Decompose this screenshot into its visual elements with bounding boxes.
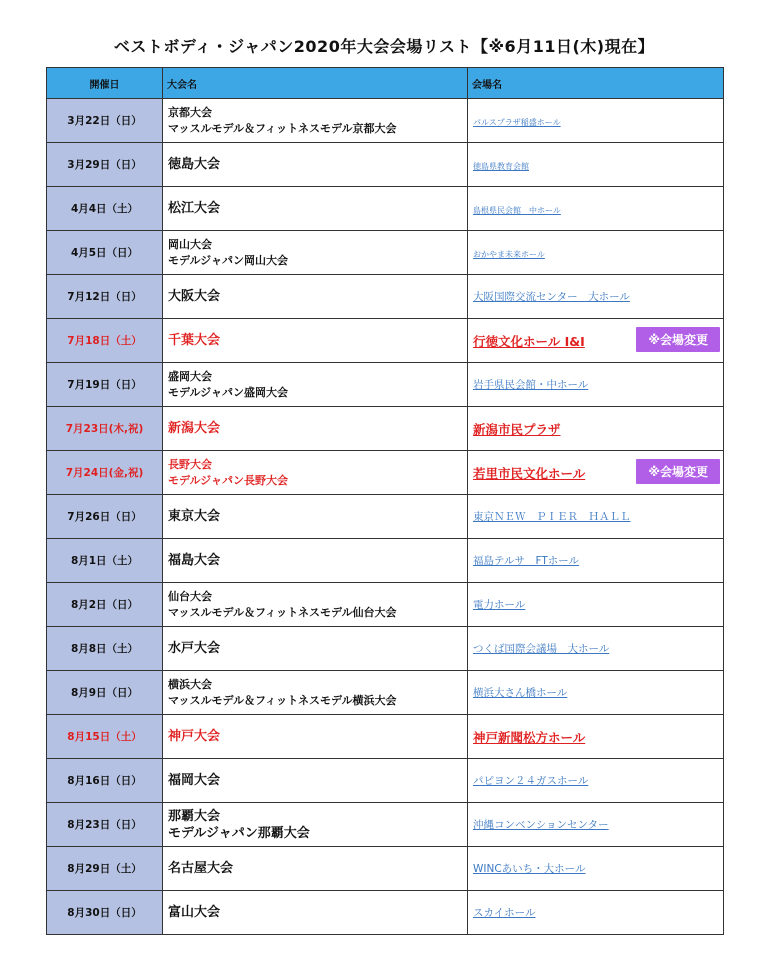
- venue-link[interactable]: 行徳文化ホール I&I: [473, 333, 585, 349]
- venue-cell: [468, 495, 724, 539]
- event-name: [163, 143, 468, 187]
- venue-cell: [468, 451, 724, 495]
- event-name-line: 京都大会: [168, 105, 212, 119]
- event-name-line: 福島大会: [168, 553, 221, 568]
- venue-link[interactable]: つくば国際会議場 大ホール: [473, 643, 610, 655]
- venue-cell: [468, 627, 724, 671]
- event-name: [163, 275, 468, 319]
- event-date: 3月29日（日）: [47, 143, 163, 187]
- event-name-line: 富山大会: [168, 905, 221, 920]
- table-row: [47, 627, 724, 671]
- table-row: [47, 539, 724, 583]
- event-date: 7月24日(金,祝): [47, 451, 163, 495]
- event-date: 7月12日（日）: [47, 275, 163, 319]
- event-name-line: マッスルモデル＆フィットネスモデル京都大会: [168, 121, 397, 135]
- event-name: [163, 187, 468, 231]
- event-name: [163, 671, 468, 715]
- event-name-line: 松江大会: [168, 201, 221, 216]
- event-name: [163, 363, 468, 407]
- venue-link[interactable]: 東京ＮＥＷ ＰＩＥＲ ＨＡＬＬ: [473, 511, 631, 523]
- table-row: [47, 275, 724, 319]
- event-name-line: 徳島大会: [168, 157, 221, 172]
- event-name: [163, 407, 468, 451]
- venue-cell: [468, 143, 724, 187]
- event-name: [163, 759, 468, 803]
- event-name-line: 盛岡大会: [168, 369, 212, 383]
- event-name: [163, 495, 468, 539]
- event-date: 3月22日（日）: [47, 99, 163, 143]
- table-row: [47, 847, 724, 891]
- venue-cell: [468, 319, 724, 363]
- event-date: 8月2日（日）: [47, 583, 163, 627]
- event-date: 7月23日(木,祝): [47, 407, 163, 451]
- venue-cell: [468, 275, 724, 319]
- event-name-line: 東京大会: [168, 509, 221, 524]
- venue-table: [46, 67, 724, 935]
- venue-link[interactable]: 電力ホール: [473, 599, 526, 611]
- venue-link[interactable]: WINCあいち・大ホール: [473, 863, 586, 875]
- event-date: 8月30日（日）: [47, 891, 163, 935]
- event-date: 8月15日（土）: [47, 715, 163, 759]
- venue-link[interactable]: 横浜大さん橋ホール: [473, 687, 568, 699]
- venue-cell: [468, 671, 724, 715]
- venue-link[interactable]: 福島テルサ FTホール: [473, 555, 580, 567]
- event-name-line: 福岡大会: [168, 773, 221, 788]
- event-name-line: 那覇大会: [168, 808, 221, 824]
- event-name-line: モデルジャパン長野大会: [168, 473, 288, 487]
- table-row: [47, 495, 724, 539]
- venue-cell: [468, 187, 724, 231]
- event-date: 8月8日（土）: [47, 627, 163, 671]
- venue-cell: [468, 891, 724, 935]
- venue-cell: [468, 363, 724, 407]
- venue-link[interactable]: パルスプラザ稲盛ホール: [473, 117, 561, 127]
- event-name: [163, 847, 468, 891]
- event-date: 4月5日（日）: [47, 231, 163, 275]
- event-date: 7月26日（日）: [47, 495, 163, 539]
- event-date: 4月4日（土）: [47, 187, 163, 231]
- venue-link[interactable]: 島根県民会館 中ホール: [473, 205, 561, 215]
- event-name: [163, 99, 468, 143]
- event-name-line: 名古屋大会: [168, 861, 234, 876]
- header-venue: 会場名: [468, 68, 724, 99]
- venue-change-badge: ※会場変更: [636, 459, 720, 484]
- venue-cell: [468, 847, 724, 891]
- venue-change-badge: ※会場変更: [636, 327, 720, 352]
- table-row: [47, 891, 724, 935]
- event-name-line: 仙台大会: [168, 589, 212, 603]
- event-date: 8月1日（土）: [47, 539, 163, 583]
- event-name: [163, 539, 468, 583]
- venue-cell: [468, 231, 724, 275]
- event-name-line: モデルジャパン那覇大会: [168, 825, 310, 841]
- event-name: [163, 319, 468, 363]
- venue-cell: [468, 99, 724, 143]
- venue-link[interactable]: 沖縄コンベンションセンター: [473, 819, 609, 831]
- event-date: 8月29日（土）: [47, 847, 163, 891]
- event-name-line: モデルジャパン岡山大会: [168, 253, 288, 267]
- table-row: [47, 363, 724, 407]
- event-name: [163, 583, 468, 627]
- event-name-line: マッスルモデル＆フィットネスモデル横浜大会: [168, 693, 397, 707]
- event-name-line: 千葉大会: [168, 333, 221, 348]
- event-name-line: 横浜大会: [168, 677, 212, 691]
- table-header-row: [47, 68, 724, 99]
- header-date: 開催日: [47, 68, 163, 99]
- event-date: 8月9日（日）: [47, 671, 163, 715]
- venue-link[interactable]: 神戸新聞松方ホール: [473, 729, 586, 745]
- table-row: [47, 671, 724, 715]
- venue-link[interactable]: パピヨン２４ガスホール: [473, 775, 589, 787]
- venue-cell: [468, 759, 724, 803]
- event-name-line: 新潟大会: [168, 421, 221, 436]
- venue-link[interactable]: 徳島県教育会館: [473, 161, 529, 171]
- event-name-line: 長野大会: [168, 457, 212, 471]
- table-row: [47, 407, 724, 451]
- table-row: [47, 583, 724, 627]
- table-row: [47, 451, 724, 495]
- page-title: ベストボディ・ジャパン2020年大会会場リスト【※6月11日(木)現在】: [113, 37, 655, 56]
- venue-link[interactable]: 大阪国際交流センター 大ホール: [473, 291, 630, 303]
- event-name-line: 水戸大会: [168, 641, 221, 656]
- table-row: [47, 803, 724, 847]
- table-row: [47, 187, 724, 231]
- venue-link[interactable]: おかやま未来ホール: [473, 249, 545, 259]
- event-name-line: 大阪大会: [168, 289, 221, 304]
- event-name-line: 神戸大会: [168, 729, 221, 744]
- table-row: [47, 143, 724, 187]
- event-name: [163, 803, 468, 847]
- venue-cell: [468, 803, 724, 847]
- venue-cell: [468, 715, 724, 759]
- event-name: [163, 627, 468, 671]
- table-row: [47, 99, 724, 143]
- venue-link[interactable]: 新潟市民プラザ: [473, 421, 561, 437]
- event-name: [163, 715, 468, 759]
- event-name: [163, 891, 468, 935]
- event-name: [163, 231, 468, 275]
- event-name-line: モデルジャパン盛岡大会: [168, 385, 288, 399]
- table-row: [47, 319, 724, 363]
- event-name-line: マッスルモデル＆フィットネスモデル仙台大会: [168, 605, 397, 619]
- event-name: [163, 451, 468, 495]
- event-name-line: 岡山大会: [168, 237, 212, 251]
- table-row: [47, 759, 724, 803]
- venue-link[interactable]: 岩手県民会館・中ホール: [473, 379, 589, 391]
- venue-cell: [468, 583, 724, 627]
- event-date: 8月16日（日）: [47, 759, 163, 803]
- venue-link[interactable]: スカイホール: [473, 907, 536, 919]
- venue-link[interactable]: 若里市民文化ホール: [473, 465, 586, 481]
- venue-cell: [468, 539, 724, 583]
- header-name: 大会名: [163, 68, 468, 99]
- event-date: 7月18日（土）: [47, 319, 163, 363]
- event-date: 8月23日（日）: [47, 803, 163, 847]
- table-row: [47, 715, 724, 759]
- venue-cell: [468, 407, 724, 451]
- event-date: 7月19日（日）: [47, 363, 163, 407]
- table-row: [47, 231, 724, 275]
